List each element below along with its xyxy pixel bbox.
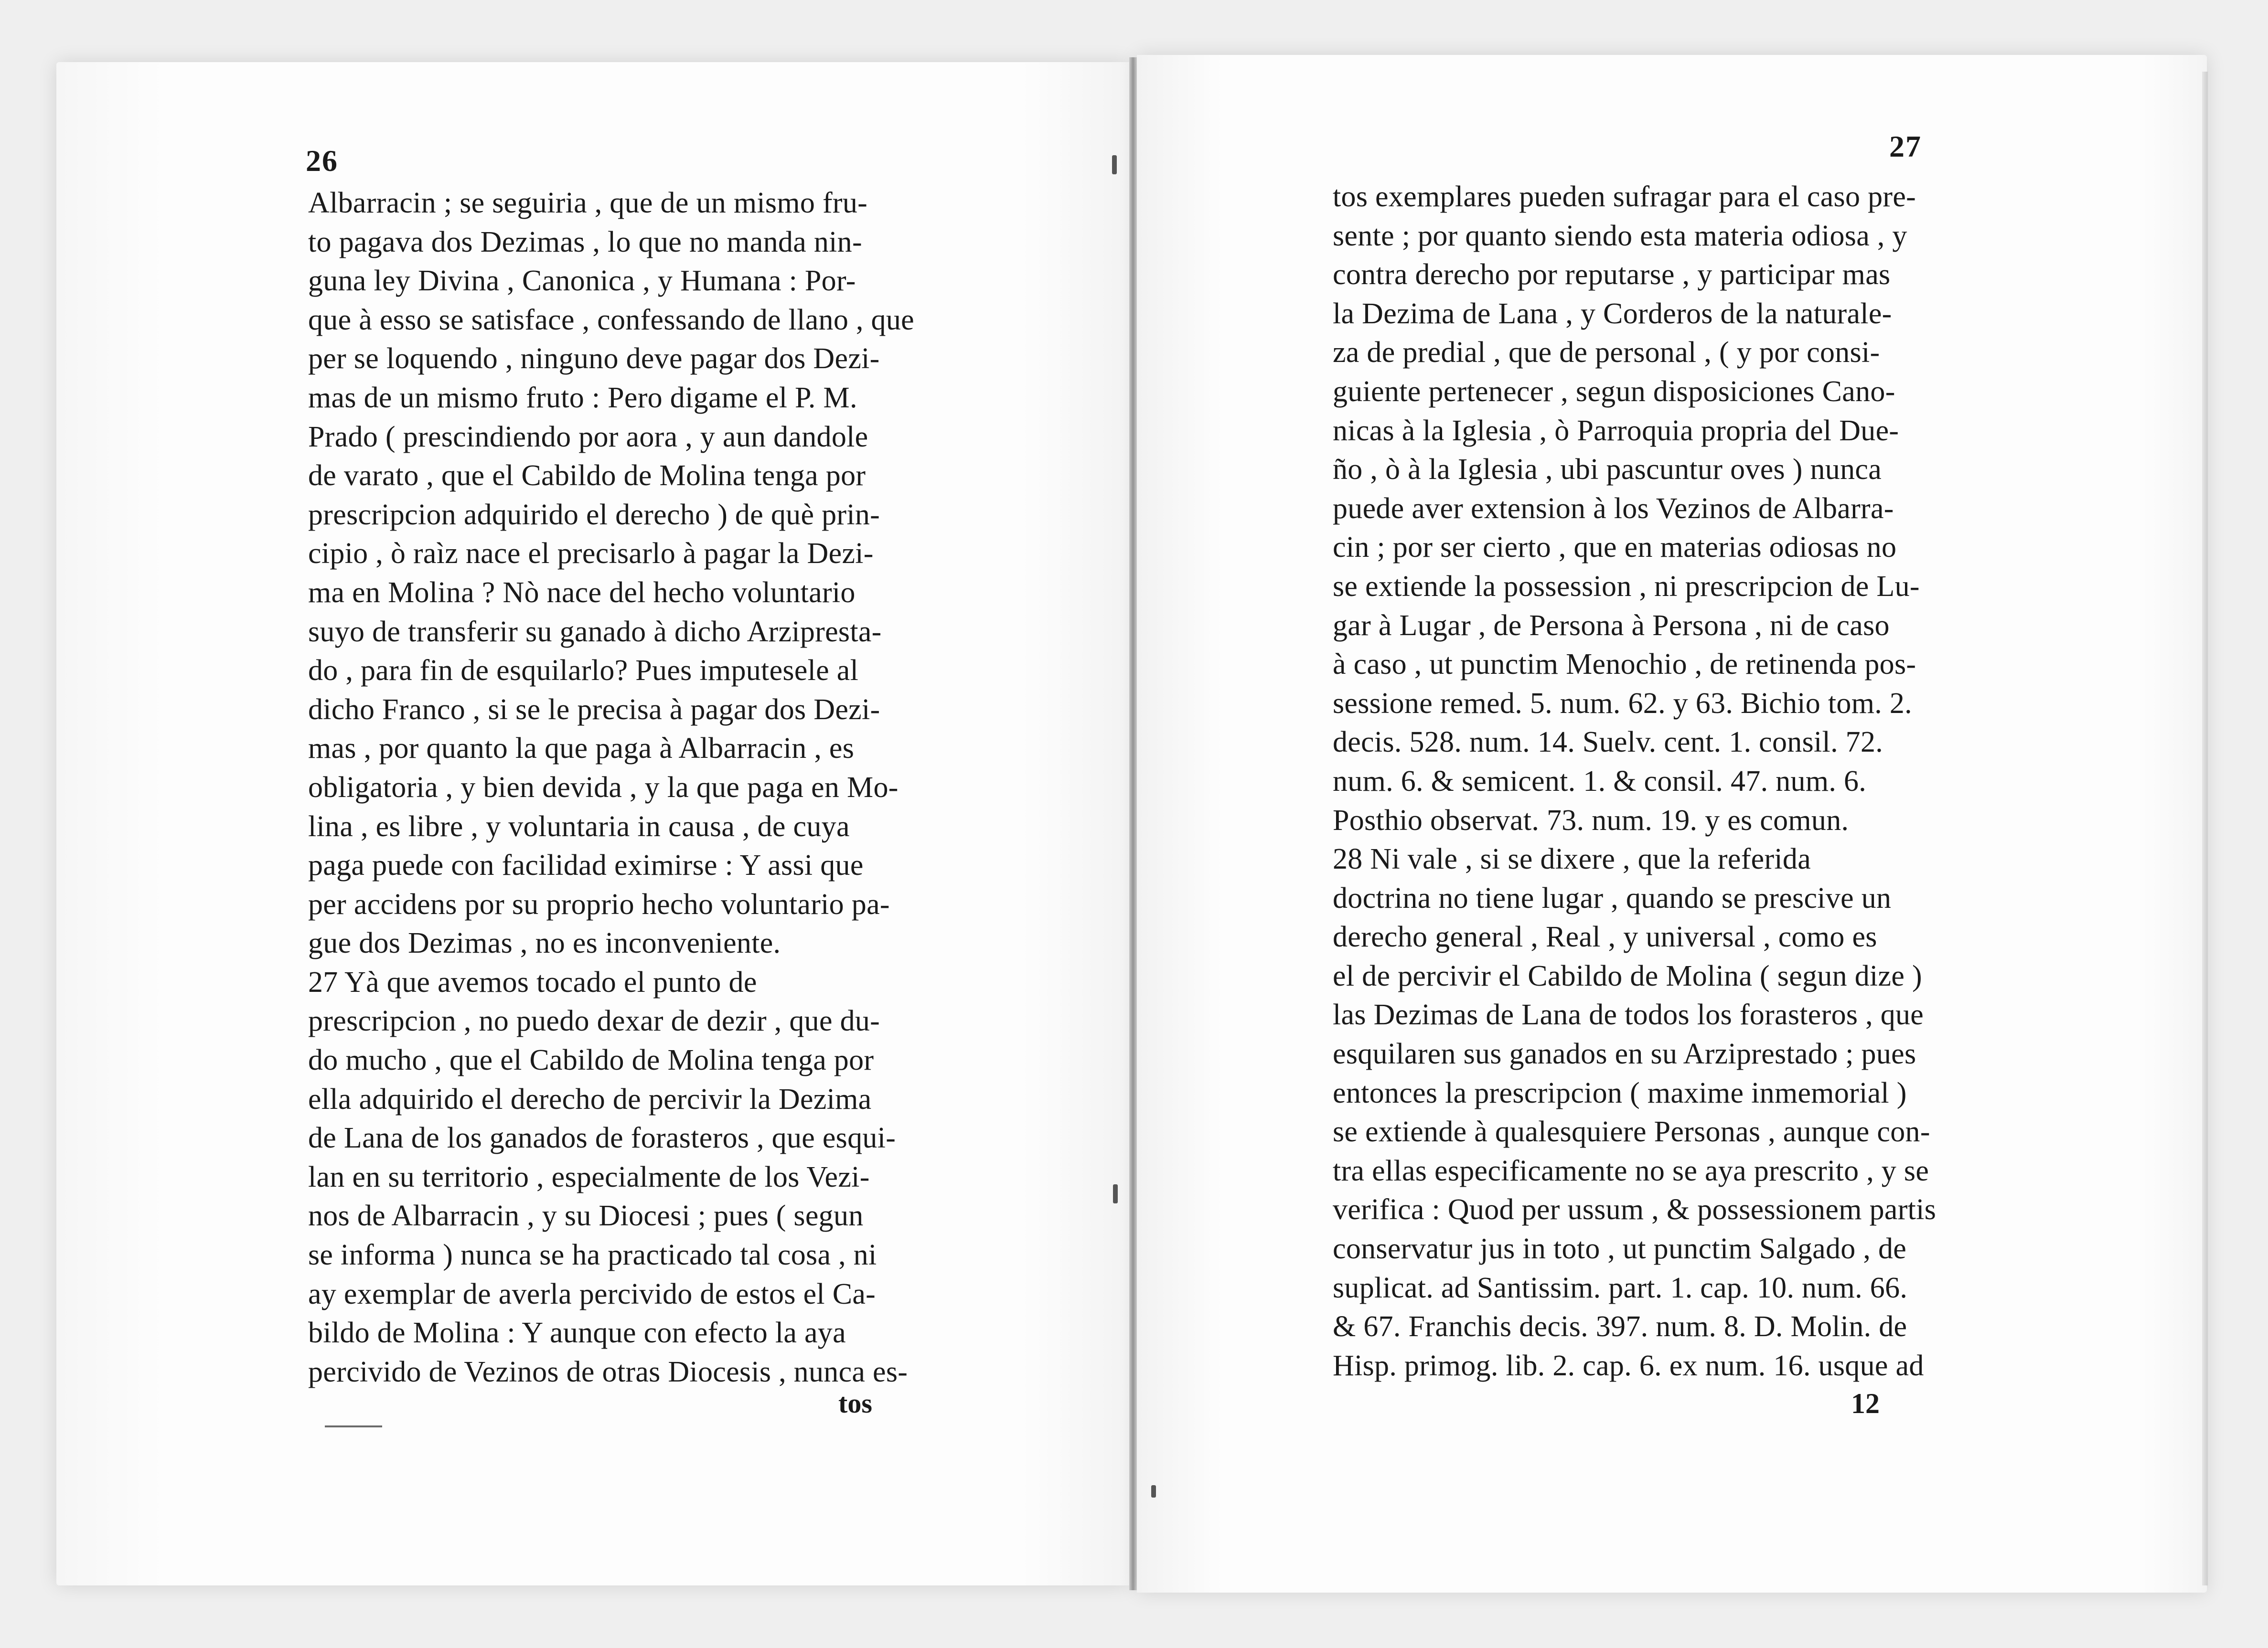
text-line: nicas à la Iglesia , ò Parroquia propria del Due- <box>1333 414 1899 447</box>
text-line: se extiende la possession , ni prescripcion de Lu- <box>1333 570 1920 603</box>
right-page-edge <box>2202 72 2208 1585</box>
text-line: esquilaren sus ganados en su Arziprestado ; pues <box>1333 1038 1916 1071</box>
text-line: bildo de Molina : Y aunque con efecto la aya <box>308 1317 846 1350</box>
binding-mark-top <box>1112 155 1117 174</box>
text-line: suyo de transferir su ganado à dicho Arziprestа- <box>308 615 882 648</box>
text-line: & 67. Franchis decis. 397. num. 8. D. Molin. de <box>1333 1310 1907 1343</box>
left-page-text <box>308 184 951 1392</box>
text-line: percivido de Vezinos de otras Diocesis , nunca es- <box>308 1355 908 1388</box>
text-line: mas , por quanto la que paga à Albarracin , es <box>308 732 855 765</box>
text-line: do , para fin de esquilarlo? Pues imputesele al <box>308 654 859 687</box>
text-line: de Lana de los ganados de forasteros , que esqui- <box>308 1122 896 1155</box>
text-line: gue dos Dezimas , no es inconveniente. <box>308 927 781 960</box>
text-line: nos de Albarracin , y su Diocesi ; pues ( segun <box>308 1200 864 1233</box>
text-line: Hisp. primog. lib. 2. cap. 6. ex num. 16. usque ad <box>1333 1349 1924 1382</box>
text-line: el de percivir el Cabildo de Molina ( segun dize ) <box>1333 959 1922 992</box>
text-line: puede aver extension à los Vezinos de Albarra- <box>1333 492 1894 525</box>
text-line: num. 6. & semicent. 1. & consil. 47. num. 6. <box>1333 765 1867 797</box>
left-page-number: 26 <box>306 144 338 178</box>
text-line: za de predial , que de personal , ( y por consi- <box>1333 336 1880 369</box>
text-line: derecho general , Real , y universal , como es <box>1333 921 1877 954</box>
text-line: tra ellas especificamente no se aya prescrito , y se <box>1333 1154 1929 1187</box>
text-line: cin ; por ser cierto , que en materias odiosas no <box>1333 531 1897 564</box>
text-line: cipio , ò raìz nace el precisarlo à pagar la Dezi- <box>308 537 874 570</box>
text-line: sente ; por quanto siendo esta materia odiosa , y <box>1333 219 1907 252</box>
text-line: lan en su territorio , especialmente de los Vezi- <box>308 1160 870 1193</box>
book-gutter <box>1129 57 1137 1590</box>
text-line: tos exemplares pueden sufragar para el caso pre- <box>1333 181 1916 213</box>
text-line: lina , es libre , y voluntaria in causa , de cuya <box>308 810 850 843</box>
text-line: las Dezimas de Lana de todos los forasteros , que <box>1333 999 1924 1031</box>
text-line: ella adquirido el derecho de percivir la Dezima <box>308 1083 872 1116</box>
text-line: à caso , ut punctim Menochio , de retinenda pos- <box>1333 648 1916 681</box>
text-line: prescripcion adquirido el derecho ) de què prin- <box>308 498 880 531</box>
text-line: paga puede con facilidad eximirse : Y assi que <box>308 849 864 882</box>
text-line: do mucho , que el Cabildo de Molina tenga por <box>308 1044 874 1077</box>
text-line: que à esso se satisface , confessando de llano , que <box>308 303 914 336</box>
right-page-text <box>1333 178 1968 1385</box>
text-line: se extiende à qualesquiere Personas , aunque con- <box>1333 1116 1930 1148</box>
text-line: mas de un mismo fruto : Pero digame el P. M. <box>308 381 857 414</box>
text-line: doctrina no tiene lugar , quando se prescive un <box>1333 882 1892 914</box>
text-line: 28 Ni vale , si se dixere , que la referida <box>1333 843 1811 876</box>
text-line: gar à Lugar , de Persona à Persona , ni de caso <box>1333 609 1890 642</box>
text-line: guna ley Divina , Canonica , y Humana : Por- <box>308 265 856 298</box>
text-line: la Dezima de Lana , y Corderos de la naturale- <box>1333 297 1892 330</box>
text-line: ño , ò à la Iglesia , ubi pascuntur oves ) nunca <box>1333 453 1882 486</box>
text-line: entonces la prescripcion ( maxime inmemorial ) <box>1333 1076 1907 1109</box>
right-page-number: 27 <box>1889 129 1922 163</box>
text-line: sessione remed. 5. num. 62. y 63. Bichio tom. 2. <box>1333 687 1912 720</box>
binding-mark-bottom <box>1151 1485 1156 1498</box>
text-line: prescripcion , no puedo dexar de dezir , que du- <box>308 1005 880 1038</box>
text-line: Prado ( prescindiendo por aora , y aun dandole <box>308 420 868 453</box>
footer-rule <box>325 1425 382 1427</box>
text-line: ay exemplar de averla percivido de estos el Ca- <box>308 1277 876 1310</box>
text-line: per accidens por su proprio hecho voluntario pa- <box>308 888 890 921</box>
text-line: de varato , que el Cabildo de Molina tenga por <box>308 459 866 492</box>
text-line: 27 Yà que avemos tocado el punto de <box>308 966 757 999</box>
text-line: ma en Molina ? Nò nace del hecho voluntario <box>308 576 856 609</box>
left-catchword: tos <box>838 1388 872 1419</box>
text-line: suplicat. ad Santissim. part. 1. cap. 10. num. 66. <box>1333 1271 1908 1304</box>
text-line: decis. 528. num. 14. Suelv. cent. 1. consil. 72. <box>1333 726 1883 759</box>
text-line: dicho Franco , si se le precisa à pagar dos Dezi- <box>308 693 880 726</box>
text-line: Albarracin ; se seguiria , que de un mismo fru- <box>308 187 868 219</box>
text-line: guiente pertenecer , segun disposiciones Cano- <box>1333 375 1895 408</box>
binding-mark-middle <box>1113 1184 1118 1203</box>
text-line: contra derecho por reputarse , y participar mas <box>1333 258 1891 291</box>
text-line: verifica : Quod per ussum , & possessionem partis <box>1333 1193 1936 1226</box>
text-line: se informa ) nunca se ha practicado tal cosa , ni <box>308 1239 877 1272</box>
text-line: conservatur jus in toto , ut punctim Salgado , de <box>1333 1233 1907 1265</box>
text-line: obligatoria , y bien devida , y la que paga en Mo- <box>308 771 899 804</box>
text-line: Posthio observat. 73. num. 19. y es comun. <box>1333 804 1849 837</box>
text-line: to pagava dos Dezimas , lo que no manda nin- <box>308 225 862 258</box>
right-signature-mark: 12 <box>1851 1388 1880 1419</box>
text-line: per se loquendo , ninguno deve pagar dos Dezi- <box>308 342 880 375</box>
